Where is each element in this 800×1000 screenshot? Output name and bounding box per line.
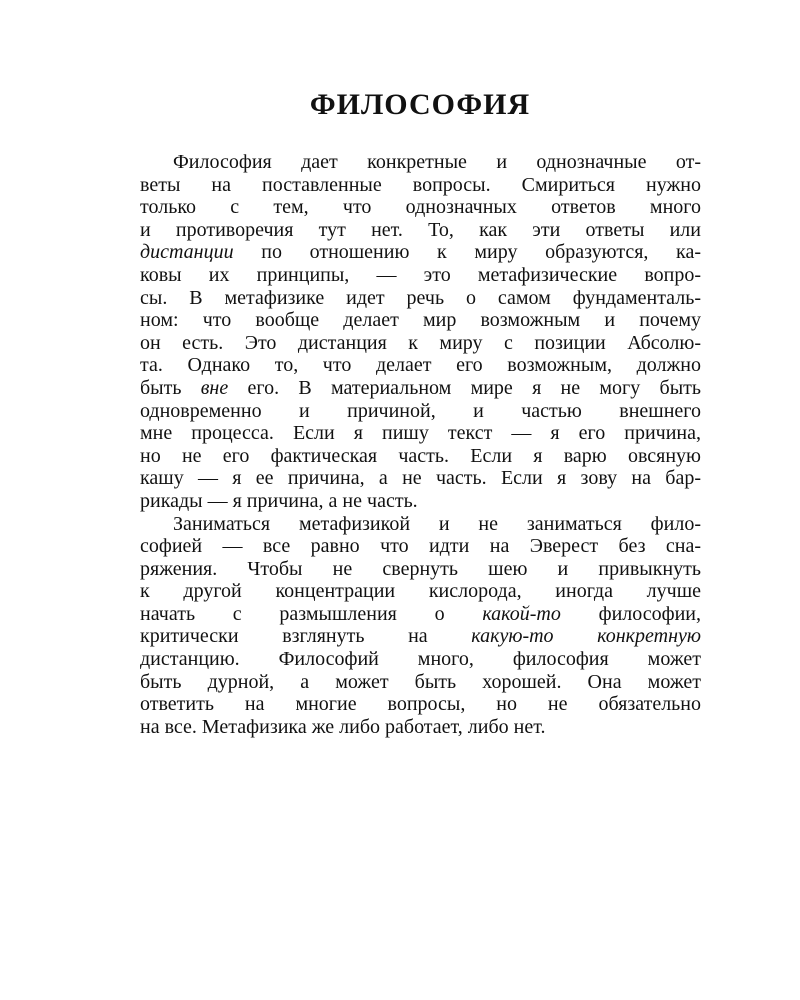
italic-text: какой-то	[482, 602, 561, 625]
text-run: ряжения. Чтобы не свернуть шею и привыкнуть	[140, 557, 701, 580]
text-run: ответить на многие вопросы, но не обязательно	[140, 693, 701, 716]
text-line	[140, 309, 701, 332]
text-run: дистанцию. Философий много, философия может	[140, 648, 701, 671]
text-run: та. Однако то, что делает его возможным, должно	[140, 354, 701, 377]
text-run: он есть. Это дистанция к миру с позиции Абсолю-	[140, 331, 701, 354]
italic-text: вне	[200, 376, 229, 399]
text-run: по отношению к миру образуются, ка-	[233, 241, 701, 264]
text-line	[140, 716, 701, 739]
text-line	[140, 264, 701, 287]
text-run: софией — все равно что идти на Эверест без сна-	[140, 535, 701, 558]
paragraph	[140, 513, 701, 739]
text-line	[140, 535, 701, 558]
text-line	[140, 603, 701, 626]
paragraph	[140, 151, 701, 513]
text-line	[140, 671, 701, 694]
text-line	[140, 558, 701, 581]
text-line	[140, 377, 701, 400]
text-line	[140, 400, 701, 423]
text-run: одновременно и причиной, и частью внешнего	[140, 399, 701, 422]
text-line	[140, 648, 701, 671]
text-line	[140, 693, 701, 716]
text-run: Философия дает конкретные и однозначные от-	[173, 151, 701, 173]
text-line	[140, 174, 701, 197]
text-line	[140, 490, 701, 513]
text-line	[140, 354, 701, 377]
body-text	[140, 151, 701, 738]
text-run: веты на поставленные вопросы. Смириться нужно	[140, 173, 701, 196]
text-line	[140, 625, 701, 648]
text-line	[140, 513, 701, 536]
text-run: философии,	[560, 602, 701, 625]
text-run: быть	[140, 376, 201, 399]
text-run: его. В материальном мире я не могу быть	[228, 376, 701, 399]
italic-text: дистанции	[140, 241, 234, 264]
text-line	[140, 219, 701, 242]
text-run: рикады — я причина, а не часть.	[140, 489, 418, 512]
text-run: критически взглянуть на	[140, 625, 472, 648]
text-line	[140, 422, 701, 445]
text-line	[140, 151, 701, 174]
text-run: Заниматься метафизикой и не заниматься фило-	[173, 512, 701, 535]
text-line	[140, 287, 701, 310]
text-run: только с тем, что однозначных ответов много	[140, 196, 701, 219]
text-run: ковы их принципы, — это метафизические вопро-	[140, 263, 701, 286]
text-run: на все. Метафизика же либо работает, либо нет.	[140, 715, 546, 738]
text-line	[140, 580, 701, 603]
text-run: к другой концентрации кислорода, иногда лучше	[140, 580, 701, 603]
text-line	[140, 445, 701, 468]
italic-text: какую-то конкретную	[471, 625, 701, 648]
page-title: ФИЛОСОФИЯ	[309, 88, 531, 121]
text-run: ном: что вообще делает мир возможным и почему	[140, 309, 701, 332]
text-run: но не его фактическая часть. Если я варю овсяную	[140, 444, 701, 467]
text-run: кашу — я ее причина, а не часть. Если я зову на бар-	[140, 467, 701, 490]
text-run: сы. В метафизике идет речь о самом фундаменталь-	[140, 286, 701, 309]
text-line	[140, 332, 701, 355]
text-run: мне процесса. Если я пишу текст — я его причина,	[140, 422, 701, 445]
text-line	[140, 241, 701, 264]
text-line	[140, 196, 701, 219]
text-run: быть дурной, а может быть хорошей. Она может	[140, 670, 701, 693]
text-run: начать с размышления о	[140, 602, 483, 625]
text-run: и противоречия тут нет. То, как эти ответы или	[140, 218, 701, 241]
text-line	[140, 467, 701, 490]
